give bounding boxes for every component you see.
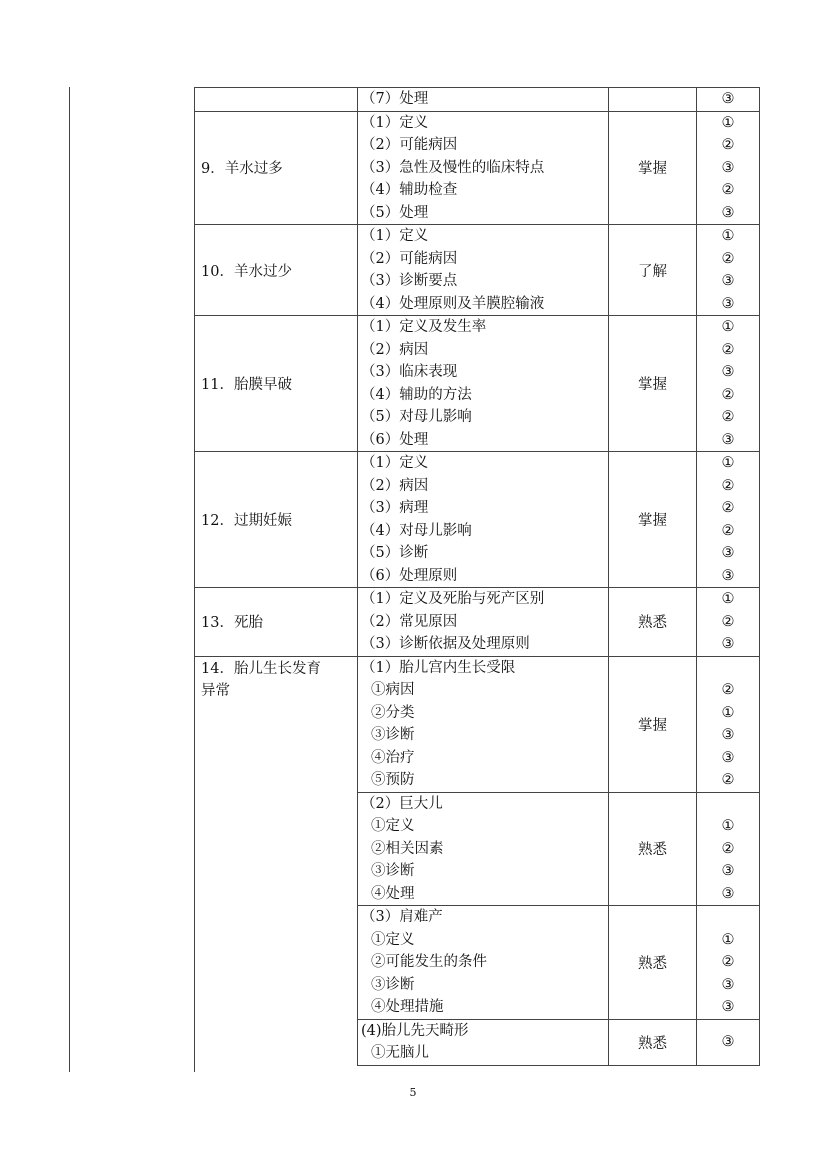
requirement-cell: 熟悉 <box>609 792 697 906</box>
content-item: （3）病理 <box>361 500 429 516</box>
content-item: （4）对母儿影响 <box>361 522 472 539</box>
table-row <box>195 88 760 112</box>
table-row <box>195 588 760 657</box>
level-item: ① <box>721 319 735 335</box>
content-item: （3）诊断依据及处理原则 <box>361 636 530 652</box>
level-spacer <box>697 657 759 680</box>
level-item: ③ <box>721 364 735 380</box>
content-item: （7）处理 <box>361 91 429 107</box>
level-item: ③ <box>721 91 735 107</box>
table-row <box>195 656 760 792</box>
table-row <box>195 225 760 316</box>
content-item: （3）急性及慢性的临床特点 <box>361 159 545 176</box>
level-item: ③ <box>721 159 735 176</box>
level-item: ① <box>721 704 735 721</box>
unit-label: 14．胎儿生长发育异常 <box>201 660 321 699</box>
level-item: ② <box>721 840 735 857</box>
requirement-cell: 熟悉 <box>609 588 697 657</box>
level-item: ③ <box>721 885 735 902</box>
content-item: （1）定义 <box>361 455 429 471</box>
section-header: （2）巨大儿 <box>361 795 443 812</box>
level-item: ② <box>721 477 735 494</box>
content-item: （1）定义 <box>361 114 429 131</box>
level-item: ① <box>721 818 735 834</box>
level-spacer <box>697 793 759 816</box>
table-row <box>195 452 760 588</box>
content-cell <box>358 792 609 906</box>
requirement-cell: 掌握 <box>609 111 697 225</box>
content-cell <box>358 111 609 225</box>
table-row <box>195 316 760 452</box>
content-cell <box>358 88 609 112</box>
content-cell <box>358 225 609 316</box>
content-item: （2）病因 <box>361 477 429 494</box>
level-item: ③ <box>721 295 735 312</box>
unit-cell <box>195 88 358 112</box>
level-item: ① <box>721 591 735 607</box>
content-item: （4）辅助的方法 <box>361 386 472 403</box>
level-cell <box>697 111 760 225</box>
level-item: ③ <box>721 727 735 743</box>
content-subitem: ③诊断 <box>371 863 415 879</box>
level-item: ③ <box>721 545 735 561</box>
unit-cell: 12．过期妊娠 <box>195 452 358 588</box>
content-item: （6）处理 <box>361 431 429 448</box>
content-item: （4）处理原则及羊膜腔输液 <box>361 295 545 312</box>
content-item: （2）常见原因 <box>361 613 458 630</box>
level-cell <box>697 792 760 906</box>
unit-cell: 10．羊水过少 <box>195 225 358 316</box>
level-cell <box>697 452 760 588</box>
syllabus-table <box>194 87 760 1066</box>
level-item: ③ <box>721 999 735 1015</box>
content-item: （1）定义 <box>361 228 429 244</box>
content-cell <box>358 316 609 452</box>
level-cell <box>697 906 760 1020</box>
level-item: ① <box>721 228 735 244</box>
level-item: ① <box>721 114 735 131</box>
content-item: （2）可能病因 <box>361 137 458 153</box>
unit-cell: 9．羊水过多 <box>195 111 358 225</box>
level-item: ③ <box>721 976 735 993</box>
level-item: ② <box>721 409 735 425</box>
unit-cell <box>195 656 358 1065</box>
content-subitem: ③诊断 <box>371 976 415 993</box>
content-subitem: ②可能发生的条件 <box>371 954 487 970</box>
level-cell <box>697 316 760 452</box>
level-item: ② <box>721 682 735 698</box>
level-item: ③ <box>721 636 735 652</box>
content-cell <box>358 906 609 1020</box>
section-header: （1）胎儿宫内生长受限 <box>361 659 516 676</box>
content-subitem: ④处理 <box>371 885 415 902</box>
content-item: （3）诊断要点 <box>361 273 458 289</box>
level-item: ③ <box>721 431 735 448</box>
content-cell <box>358 1019 609 1065</box>
level-item: ② <box>721 613 735 630</box>
content-subitem: ①定义 <box>371 931 415 948</box>
level-item: ② <box>721 182 735 198</box>
content-subitem: ④处理措施 <box>371 999 444 1015</box>
table-row <box>195 111 760 225</box>
content-subitem: ④治疗 <box>371 749 415 766</box>
content-cell <box>358 452 609 588</box>
level-item: ① <box>721 931 735 948</box>
unit-cell: 13．死胎 <box>195 588 358 657</box>
requirement-cell: 掌握 <box>609 316 697 452</box>
content-subitem: ③诊断 <box>371 727 415 743</box>
requirement-cell: 掌握 <box>609 656 697 792</box>
section-header: (4)胎儿先天畸形 <box>361 1022 469 1039</box>
level-item: ③ <box>721 273 735 289</box>
content-item: （5）对母儿影响 <box>361 409 472 425</box>
content-subitem: ①无脑儿 <box>371 1045 429 1061</box>
level-cell <box>697 656 760 792</box>
content-subitem: ②相关因素 <box>371 840 444 857</box>
level-item: ③ <box>721 863 735 879</box>
content-item: （2）可能病因 <box>361 250 458 267</box>
content-item: （1）定义及死胎与死产区别 <box>361 591 545 607</box>
level-item: ① <box>721 455 735 471</box>
section-header: （3）肩难产 <box>361 909 443 925</box>
content-cell <box>358 588 609 657</box>
level-cell <box>697 588 760 657</box>
content-subitem: ①定义 <box>371 818 415 834</box>
content-subitem: ⑤预防 <box>371 772 415 788</box>
page-number: 5 <box>409 1086 417 1099</box>
content-cell <box>358 656 609 792</box>
content-item: （1）定义及发生率 <box>361 319 487 335</box>
requirement-cell: 熟悉 <box>609 1019 697 1065</box>
level-item: ② <box>721 250 735 267</box>
unit-cell: 11．胎膜早破 <box>195 316 358 452</box>
content-item: （5）处理 <box>361 204 429 221</box>
requirement-cell: 熟悉 <box>609 906 697 1020</box>
level-item: ② <box>721 954 735 970</box>
level-cell <box>697 1019 760 1065</box>
level-item: ③ <box>721 749 735 766</box>
level-item: ③ <box>721 204 735 221</box>
content-subitem: ①病因 <box>371 682 415 698</box>
level-item: ② <box>721 341 735 358</box>
table-border-left <box>69 87 70 1072</box>
content-item: （5）诊断 <box>361 545 429 561</box>
level-item: ③ <box>721 567 735 584</box>
level-spacer <box>697 906 759 929</box>
requirement-cell <box>609 88 697 112</box>
level-item: ② <box>721 772 735 788</box>
content-subitem: ②分类 <box>371 704 415 721</box>
level-cell <box>697 225 760 316</box>
requirement-cell: 掌握 <box>609 452 697 588</box>
content-item: （3）临床表现 <box>361 364 458 380</box>
content-item: （6）处理原则 <box>361 567 458 584</box>
level-cell <box>697 88 760 112</box>
level-item: ② <box>721 137 735 153</box>
level-item: ② <box>721 500 735 516</box>
level-item: ② <box>721 386 735 403</box>
requirement-cell: 了解 <box>609 225 697 316</box>
level-item: ③ <box>721 1033 735 1050</box>
content-item: （2）病因 <box>361 341 429 358</box>
level-item: ② <box>721 522 735 539</box>
content-item: （4）辅助检查 <box>361 182 458 198</box>
